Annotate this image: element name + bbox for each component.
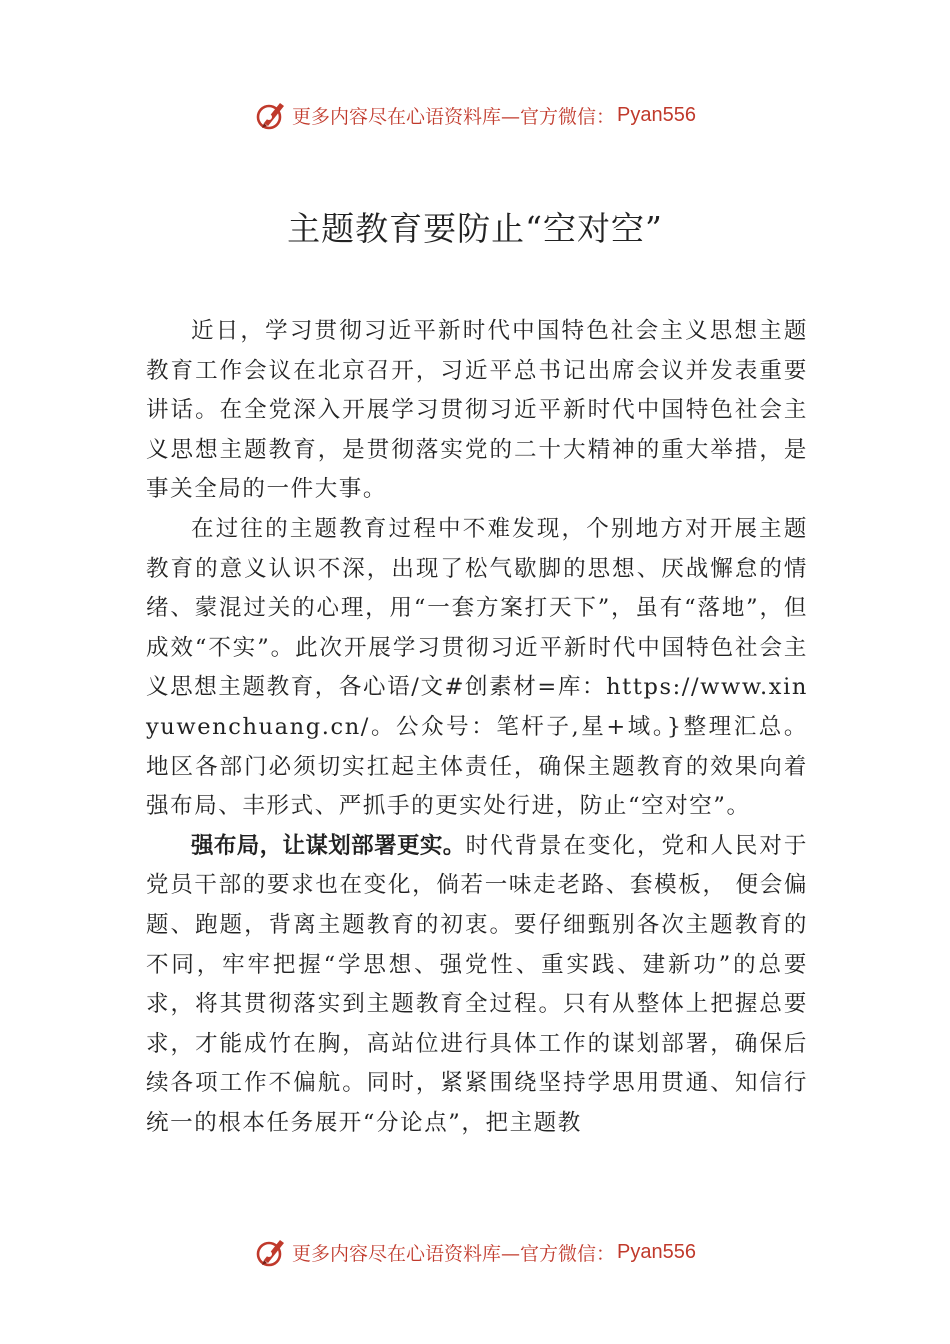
footer-banner [0, 1232, 950, 1272]
header-banner [0, 95, 950, 135]
article-body [146, 312, 808, 1143]
banner-wechat-id: Pyan556 [617, 103, 696, 126]
page-title: 主题教育要防止“空对空” [287, 209, 663, 248]
paragraph-1: 近日，学习贯彻习近平新时代中国特色社会主义思想主题教育工作会议在北京召开，习近平总书记出席会议并发表重要讲话。在全党深入开展学习贯彻习近平新时代中国特色社会主义思想主题教育，是贯彻落实党的二十大精神的重大举措，是事关全局的一件大事。 [146, 318, 808, 503]
pen-logo-icon [254, 97, 290, 133]
paragraph-3-text: 时代背景在变化，党和人民对于党员干部的要求也在变化，倘若一味走老路、套模板， 便会偏题、跑题，背离主题教育的初衷。要仔细甄别各次主题教育的不同，牢牢把握“学思想、强党性、重实践、建新功”的总要求，将其贯彻落实到主题教育全过程。只有从整体上把握总要求，才能成竹在胸，高站位进行具体工作的谋划部署，确保后续各项工作不偏航。同时，紧紧围绕坚持学思用贯通、知信行统一的根本任务展开“分论点”，把主题教 [146, 832, 808, 1136]
paragraph-2: 在过往的主题教育过程中不难发现，个别地方对开展主题教育的意义认识不深，出现了松气歇脚的思想、厌战懈怠的情绪、蒙混过关的心理，用“一套方案打天下”，虽有“落地”，但成效“不实”。此次开展学习贯彻习近平新时代中国特色社会主义思想主题教育，各心语/文#创素材=库：https://www.xinyuwenchuang.cn/。公众号：笔杆子,星+域。}整理汇总。地区各部门必须切实扛起主体责任，确保主题教育的效果向着强布局、丰形式、严抓手的更实处行进，防止“空对空”。 [146, 515, 808, 820]
paragraph-3-lead: 强布局，让谋划部署更实。 [191, 832, 466, 859]
paragraph-3 [146, 827, 808, 1144]
banner-wechat-id: Pyan556 [617, 1240, 696, 1263]
banner-text: 更多内容尽在心语资料库—官方微信： [292, 105, 616, 128]
banner-text: 更多内容尽在心语资料库—官方微信： [292, 1242, 616, 1265]
pen-logo-icon [254, 1234, 290, 1270]
